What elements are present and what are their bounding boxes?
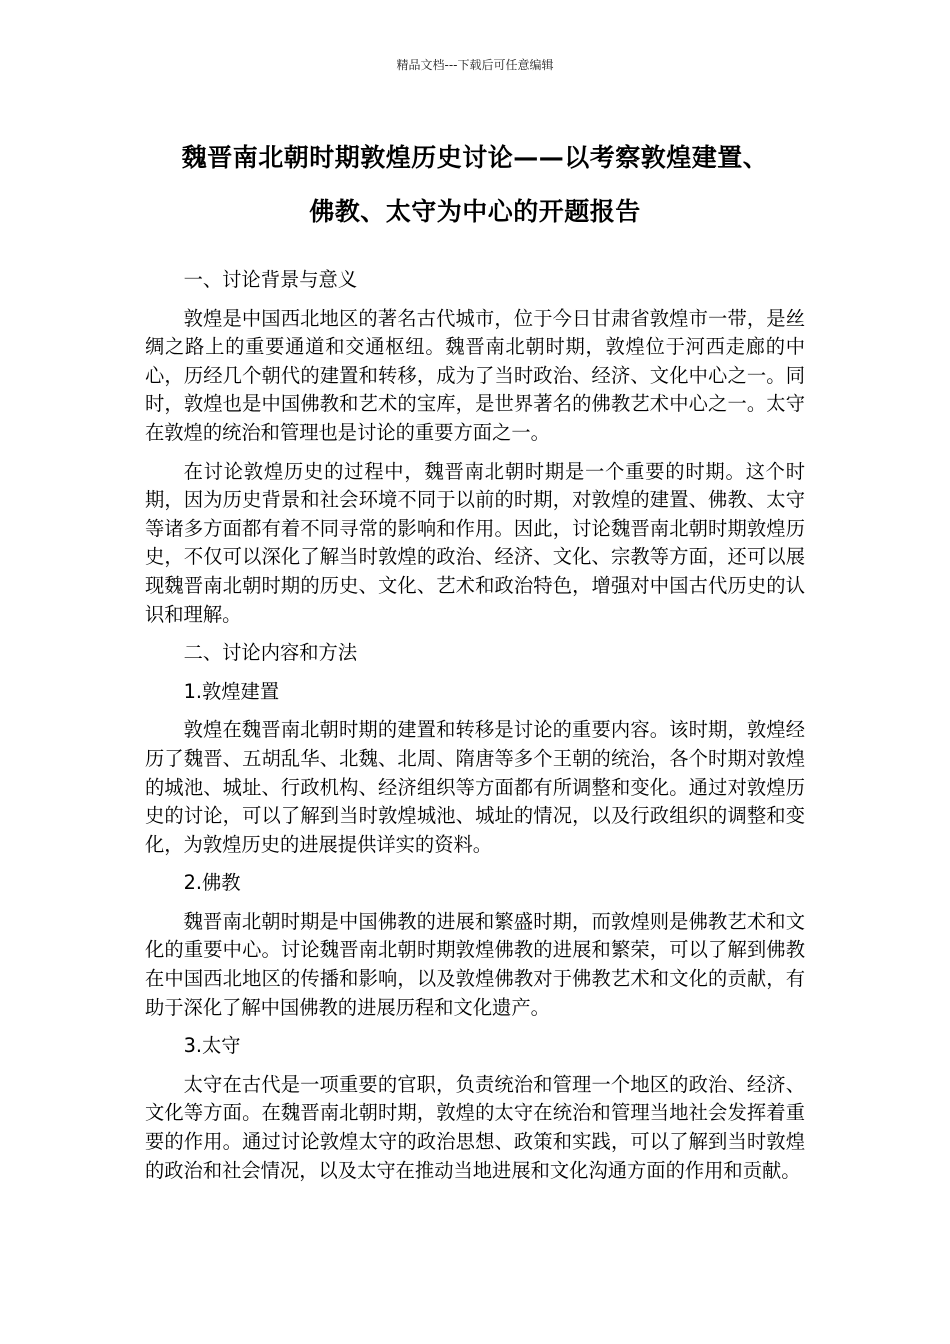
page-header: 精品文档---下载后可任意编辑 (396, 58, 554, 72)
document-title (120, 131, 830, 239)
paragraph-establishment: 敦煌在魏晋南北朝时期的建置和转移是讨论的重要内容。该时期，敦煌经历了魏晋、五胡乱华、北魏、北周、隋唐等多个王朝的统治，各个时期对敦煌的城池、城址、行政机构、经济组织等方面都有所调整和变化。通过对敦煌历史的讨论，可以了解到当时敦煌城池、城址的情况，以及行政组织的调整和变化，为敦煌历史的进展提供详实的资料。 (145, 718, 805, 856)
paragraph-background-1: 敦煌是中国西北地区的著名古代城市，位于今日甘肃省敦煌市一带，是丝绸之路上的重要通道和交通枢纽。魏晋南北朝时期，敦煌位于河西走廊的中心，历经几个朝代的建置和转移，成为了当时政治、经济、文化中心之一。同时，敦煌也是中国佛教和艺术的宝库，是世界著名的佛教艺术中心之一。太守在敦煌的统治和管理也是讨论的重要方面之一。 (145, 306, 805, 444)
paragraph-prefect: 太守在古代是一项重要的官职，负责统治和管理一个地区的政治、经济、文化等方面。在魏晋南北朝时期，敦煌的太守在统治和管理当地社会发挥着重要的作用。通过讨论敦煌太守的政治思想、政策和实践，可以了解到当时敦煌的政治和社会情况，以及太守在推动当地进展和文化沟通方面的作用和贡献。 (145, 1072, 805, 1182)
subsection-heading-prefect: 3.太守 (183, 1034, 241, 1058)
subsection-heading-buddhism: 2.佛教 (183, 871, 241, 895)
section-heading-content-method: 二、讨论内容和方法 (183, 641, 358, 665)
title-line-2: 佛教、太守为中心的开题报告 (309, 197, 641, 226)
subsection-heading-establishment: 1.敦煌建置 (183, 679, 280, 703)
document-body (145, 266, 805, 1195)
section-heading-background: 一、讨论背景与意义 (183, 268, 358, 291)
paragraph-buddhism: 魏晋南北朝时期是中国佛教的进展和繁盛时期，而敦煌则是佛教艺术和文化的重要中心。讨论魏晋南北朝时期敦煌佛教的进展和繁荣，可以了解到佛教在中国西北地区的传播和影响，以及敦煌佛教对于佛教艺术和文化的贡献，有助于深化了解中国佛教的进展历程和文化遗产。 (145, 909, 805, 1019)
title-line-1: 魏晋南北朝时期敦煌历史讨论——以考察敦煌建置、 (181, 143, 769, 172)
paragraph-background-2: 在讨论敦煌历史的过程中，魏晋南北朝时期是一个重要的时期。这个时期，因为历史背景和社会环境不同于以前的时期，对敦煌的建置、佛教、太守等诸多方面都有着不同寻常的影响和作用。因此，讨论魏晋南北朝时期敦煌历史，不仅可以深化了解当时敦煌的政治、经济、文化、宗教等方面，还可以展现魏晋南北朝时期的历史、文化、艺术和政治特色，增强对中国古代历史的认识和理解。 (145, 459, 805, 626)
